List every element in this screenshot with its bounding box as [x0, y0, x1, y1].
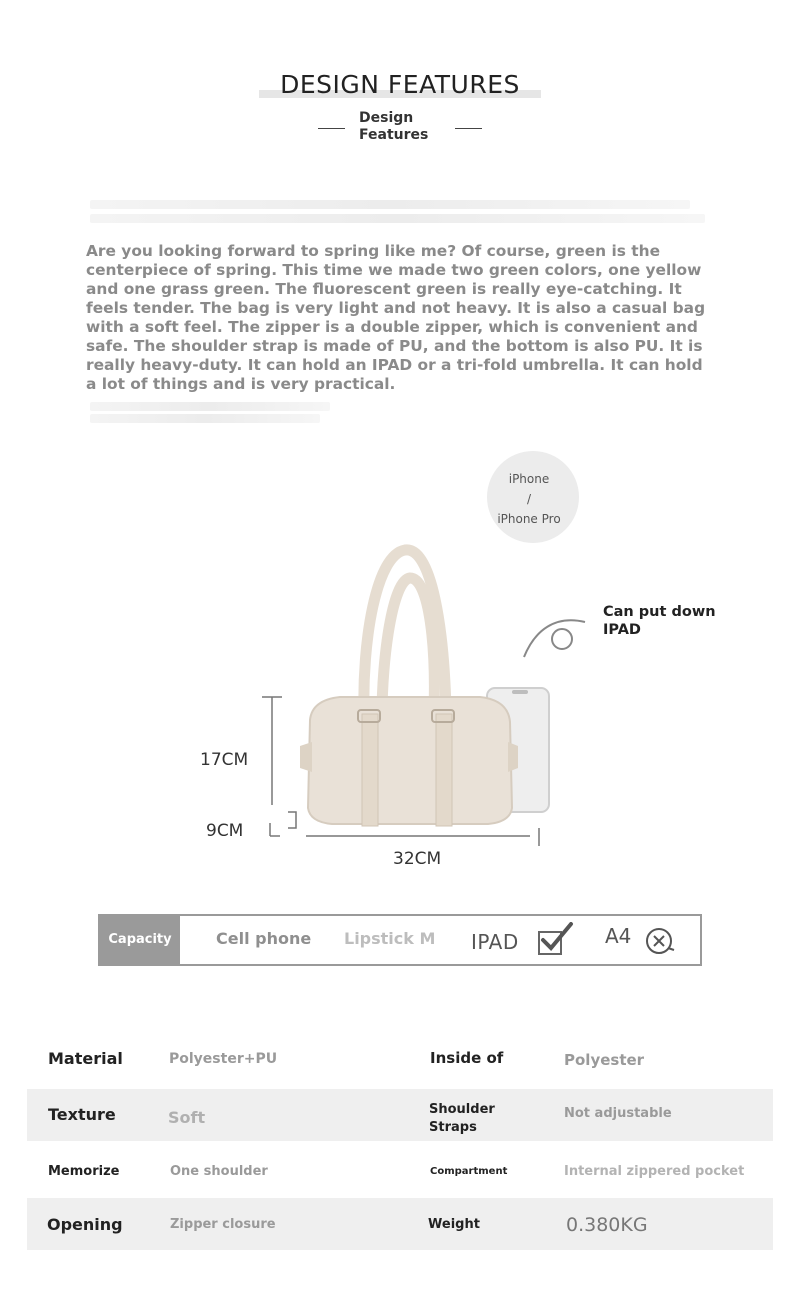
spec-label-shoulder: Shoulder — [429, 1102, 495, 1117]
curved-arrow-icon — [524, 620, 585, 657]
bag-handles — [364, 550, 446, 716]
iphone-label: iPhone — [508, 472, 550, 486]
bag-body — [300, 697, 518, 826]
capacity-cell-phone: Cell phone — [216, 929, 312, 948]
spec-label-opening: Opening — [47, 1215, 123, 1234]
page-title: DESIGN FEATURES — [280, 70, 520, 99]
spec-label-inside: Inside of — [430, 1049, 504, 1067]
spec-row-material — [27, 1035, 773, 1087]
spec-label-weight: Weight — [428, 1217, 480, 1232]
spec-value-compartment: Internal zippered pocket — [564, 1164, 745, 1179]
spec-label-compartment: Compartment — [430, 1166, 508, 1177]
ipad-callout-line-1: Can put down — [603, 604, 716, 620]
spec-label-texture: Texture — [48, 1105, 116, 1124]
product-description: Are you looking forward to spring like me? Of course, green is the centerpiece of spring. This time we made two green colors, one yellow and one grass green. The fluorescent green is really eye-catching. It feels tender. The bag is very light and not heavy. It is also a casual bag with a soft feel. The zipper is a double zipper, which is convenient and safe. The shoulder strap is made of PU, and the bottom is also PU. It is really heavy-duty. It can hold an IPAD or a tri-fold umbrella. It can hold a lot of things and is very practical. — [86, 242, 706, 393]
capacity-header: Capacity — [100, 916, 180, 964]
cross-icon — [644, 926, 678, 956]
spec-label-memorize: Memorize — [48, 1164, 120, 1179]
capacity-ipad: IPAD — [471, 930, 519, 954]
ipad-callout — [603, 603, 716, 639]
iphone-pro-label: iPhone Pro — [497, 512, 561, 526]
height-dimension: 17CM — [200, 750, 249, 770]
iphone-badge-text — [487, 469, 571, 529]
spec-label-shoulder-straps — [429, 1101, 495, 1137]
spec-value-shoulder-straps: Not adjustable — [564, 1106, 672, 1121]
depth-dimension: 9CM — [206, 821, 244, 841]
spec-row-texture — [27, 1089, 773, 1141]
check-icon — [537, 922, 575, 956]
spec-value-memorize: One shoulder — [170, 1164, 268, 1179]
spec-label-straps: Straps — [429, 1120, 477, 1135]
ipad-callout-line-2: IPAD — [603, 622, 641, 638]
spec-row-opening — [27, 1198, 773, 1250]
spec-row-memorize — [27, 1146, 773, 1198]
spec-value-inside: Polyester — [564, 1051, 645, 1069]
capacity-a4: A4 — [605, 924, 632, 948]
capacity-lipstick: Lipstick M — [344, 929, 436, 948]
width-dimension: 32CM — [393, 849, 442, 869]
spec-value-texture: Soft — [168, 1108, 206, 1127]
spec-label-material: Material — [48, 1049, 123, 1068]
spec-value-weight: 0.380KG — [566, 1214, 648, 1236]
iphone-separator: / — [526, 492, 532, 506]
subtitle-line-1: Design — [359, 110, 414, 126]
capacity-box — [98, 914, 702, 966]
spec-value-material: Polyester+PU — [169, 1051, 278, 1067]
spec-value-opening: Zipper closure — [170, 1217, 276, 1232]
subtitle-line-2: Features — [359, 127, 429, 143]
